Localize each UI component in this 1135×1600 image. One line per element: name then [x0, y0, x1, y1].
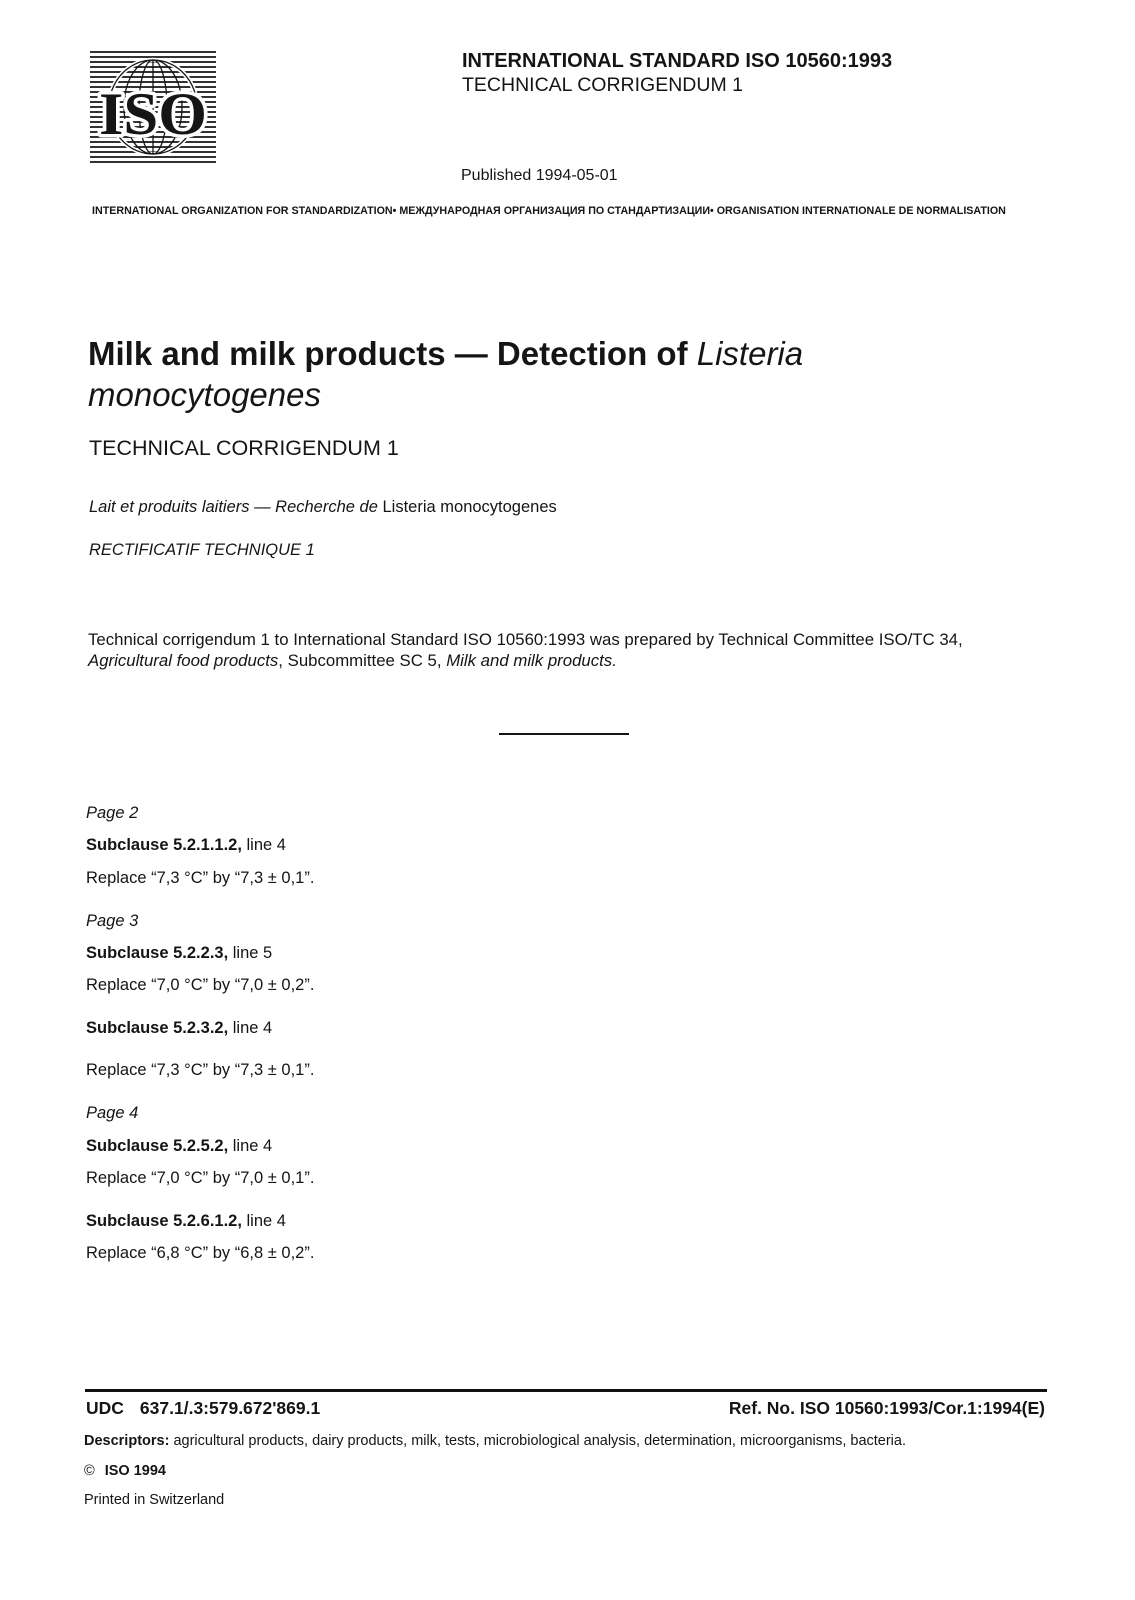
- replacement-instruction: Replace “7,3 °C” by “7,3 ± 0,1”.: [86, 1061, 315, 1079]
- descriptors-label: Descriptors:: [84, 1433, 170, 1449]
- organization-names: INTERNATIONAL ORGANIZATION FOR STANDARDIZATION• МЕЖДУНАРОДНАЯ ОРГАНИЗАЦИЯ ПО СТАНДАРТИЗАЦИИ• ORGANISATION INTERNATIONALE DE NORMALISATION: [92, 205, 1006, 217]
- replacement-instruction: Replace “6,8 °C” by “6,8 ± 0,2”.: [86, 1244, 315, 1262]
- subclause-line: line 5: [232, 944, 273, 962]
- title-species: monocytogenes: [88, 376, 321, 413]
- subcommittee-name: Milk and milk products.: [446, 651, 617, 670]
- descriptors-list: agricultural products, dairy products, milk, tests, microbiological analysis, determination, microorganisms, bacteria.: [173, 1433, 906, 1449]
- copyright-symbol: ©: [84, 1463, 95, 1479]
- french-title-prefix: Lait et produits laitiers — Recherche de: [89, 498, 378, 516]
- subclause-line: line 4: [232, 1137, 273, 1155]
- footer-rule: [85, 1389, 1047, 1392]
- title-line-1: [88, 337, 803, 370]
- replacement-instruction: Replace “7,3 °C” by “7,3 ± 0,1”.: [86, 869, 315, 887]
- french-title-organism: Listeria monocytogenes: [382, 498, 557, 516]
- subclause-number: Subclause 5.2.5.2,: [86, 1137, 229, 1155]
- french-corrigendum: RECTIFICATIF TECHNIQUE 1: [89, 541, 315, 559]
- french-title-line: [89, 499, 557, 516]
- publication-date: Published 1994-05-01: [461, 167, 618, 184]
- subclause-number: Subclause 5.2.6.1.2,: [86, 1212, 242, 1230]
- foreword-text: Technical corrigendum 1 to International Standard ISO 10560:1993 was prepared by Technical Committee ISO/TC 34,: [88, 630, 963, 649]
- replacement-instruction: Replace “7,0 °C” by “7,0 ± 0,1”.: [86, 1169, 315, 1187]
- title-corrigendum: TECHNICAL CORRIGENDUM 1: [89, 436, 399, 460]
- page-label: Page 3: [86, 912, 139, 930]
- reference-number: Ref. No. ISO 10560:1993/Cor.1:1994(E): [728, 1398, 1045, 1418]
- section-divider: [499, 733, 629, 735]
- page-label: Page 2: [86, 804, 139, 822]
- standard-designation: INTERNATIONAL STANDARD ISO 10560:1993: [462, 50, 893, 72]
- printed-location: Printed in Switzerland: [84, 1492, 225, 1508]
- udc-label: UDC: [86, 1398, 124, 1418]
- copyright-holder: ISO 1994: [104, 1463, 166, 1479]
- logo-wordmark: ISO: [99, 81, 207, 147]
- udc-code: [86, 1400, 320, 1418]
- replacement-instruction: Replace “7,0 °C” by “7,0 ± 0,2”.: [86, 976, 315, 994]
- subclause-number: Subclause 5.2.1.1.2,: [86, 836, 242, 854]
- title-main: Milk and milk products — Detection of: [88, 335, 688, 372]
- foreword-paragraph: [88, 629, 963, 671]
- corrigendum-designation: TECHNICAL CORRIGENDUM 1: [462, 74, 743, 96]
- iso-logo: [90, 50, 216, 166]
- subclause-number: Subclause 5.2.3.2,: [86, 1019, 229, 1037]
- title-genus: Listeria: [696, 335, 804, 372]
- subclause-reference: [86, 837, 286, 854]
- subclause-line: line 4: [246, 1212, 286, 1230]
- descriptors: [84, 1434, 906, 1449]
- subclause-line: line 4: [246, 836, 286, 854]
- subclause-reference: [86, 1213, 286, 1230]
- subclause-reference: [86, 1020, 272, 1037]
- subclause-number: Subclause 5.2.2.3,: [86, 944, 229, 962]
- page-label: Page 4: [86, 1104, 139, 1122]
- subclause-reference: [86, 945, 272, 962]
- subclause-line: line 4: [232, 1019, 273, 1037]
- copyright-notice: [84, 1464, 166, 1479]
- udc-value: 637.1/.3:579.672'869.1: [139, 1398, 321, 1418]
- subclause-reference: [86, 1138, 272, 1155]
- committee-name: Agricultural food products: [88, 651, 279, 670]
- foreword-text-middle: , Subcommittee SC 5,: [278, 651, 447, 670]
